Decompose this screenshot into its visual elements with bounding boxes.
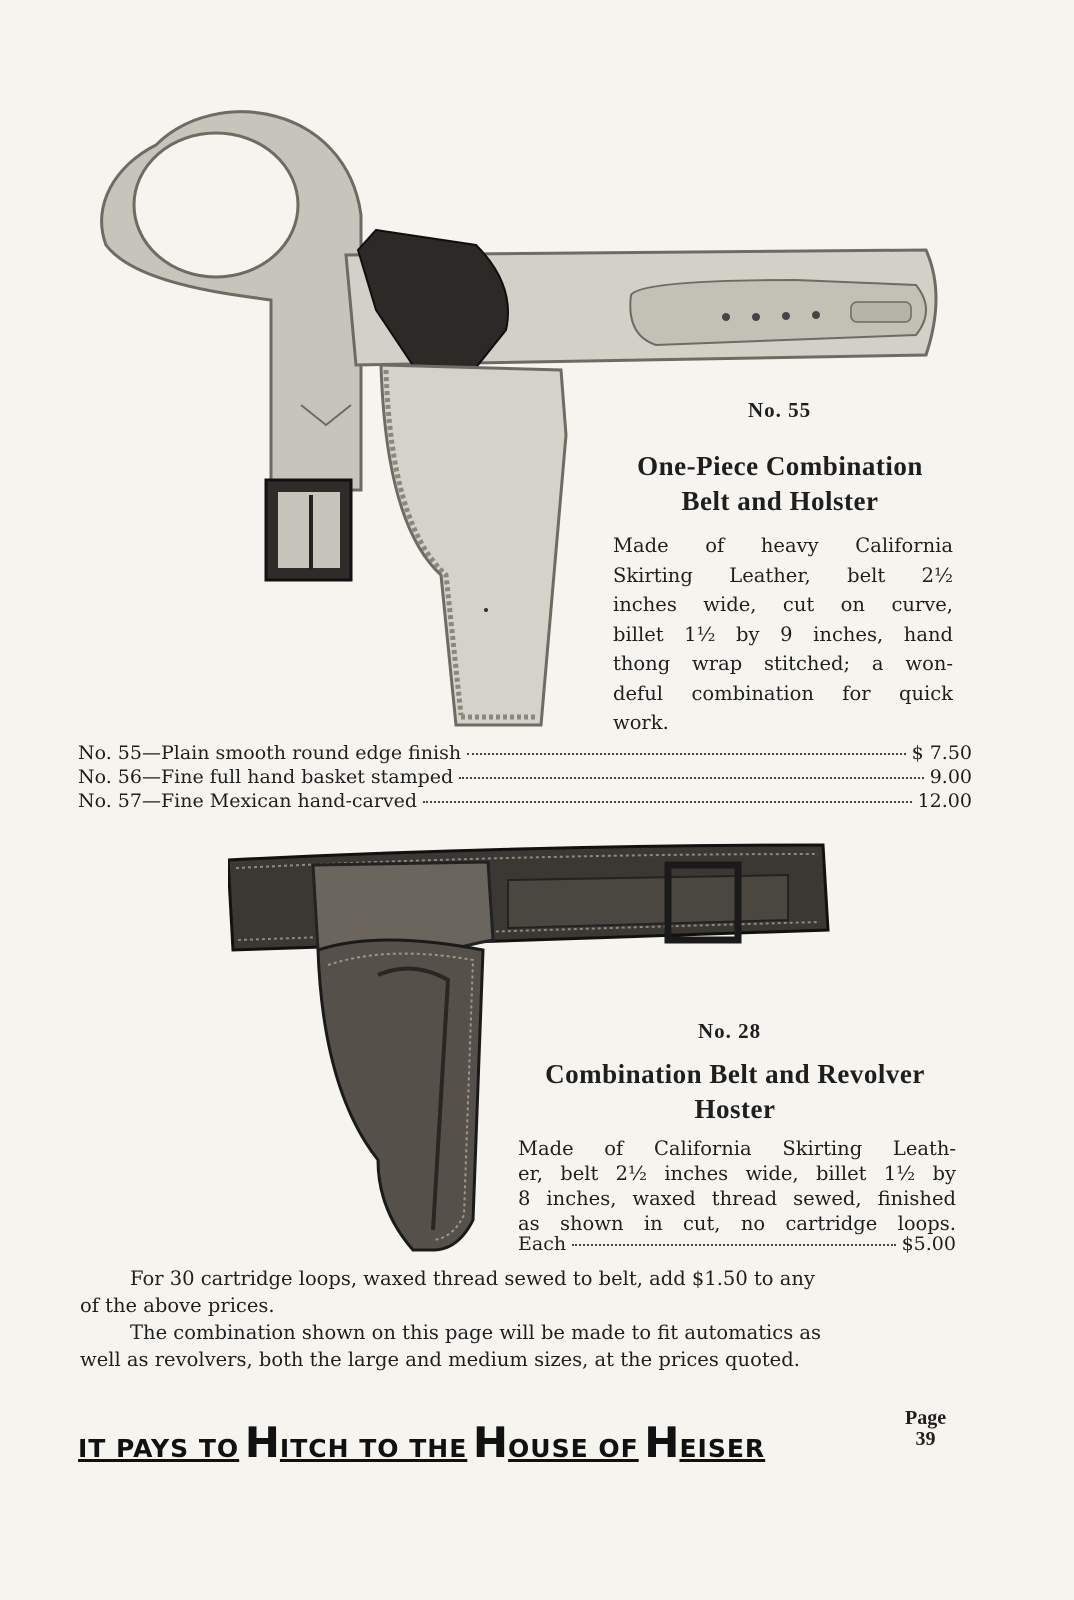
product-number-no28: No. 28 [698,1019,762,1043]
price-amount: $5.00 [901,1233,956,1255]
desc-line: thong wrap stitched; a won- [613,652,953,675]
page-label: Page [905,1407,947,1429]
desc-line: Made of California Skirting Leath- [518,1137,956,1160]
price-row-no57 [78,789,972,813]
desc-line: deful combination for quick [613,681,953,705]
motto-initial: H [644,1418,680,1467]
dot-leader [459,777,923,779]
desc-line: Skirting Leather, belt 2½ [613,563,953,587]
desc-line: as shown in cut, no cartridge loops. [518,1212,956,1235]
price-label: No. 56—Fine full hand basket stamped [78,766,454,788]
price-row-no56 [78,765,972,789]
note-line: For 30 cartridge loops, waxed thread sewed to belt, add $1.50 to any [130,1267,815,1290]
product-description-no28 [518,1136,956,1236]
motto-text: EISER [679,1434,766,1463]
title-line-1: Combination Belt and Revolver [545,1059,925,1089]
desc-line: er, belt 2½ inches wide, billet 1½ by [518,1162,956,1185]
note-line: The combination shown on this page will be made to fit automatics as [130,1321,822,1344]
desc-line: 8 inches, waxed thread sewed, finished [518,1187,956,1210]
price-row-no28-each [518,1232,956,1256]
motto-text: OUSE OF [508,1434,639,1463]
motto-initial: H [472,1418,509,1467]
price-row-no55 [78,741,972,765]
motto-text: ITCH TO THE [279,1434,468,1463]
title-line-2: Hoster [694,1094,776,1124]
title-line-1: One-Piece Combination [637,451,923,481]
price-amount: $ 7.50 [911,742,972,764]
dot-leader [423,801,912,803]
price-label: No. 57—Fine Mexican hand-carved [78,790,418,812]
title-line-2: Belt and Holster [681,486,879,516]
note-line: of the above prices. [80,1294,275,1317]
footer-motto [78,1418,765,1467]
motto-initial: H [244,1418,280,1467]
product-description-no55 [613,531,953,738]
motto-text: IT PAYS TO [78,1434,240,1463]
price-amount: 9.00 [929,766,972,788]
product-title-no55 [615,449,945,519]
fit-note [80,1319,960,1373]
page-number-value: 39 [915,1428,936,1450]
page-number [905,1408,946,1450]
desc-line: work. [613,711,669,734]
desc-line: billet 1½ by 9 inches, hand [613,622,953,646]
desc-line: inches wide, cut on curve, [613,593,953,616]
price-label: Each [518,1233,567,1255]
dot-leader [572,1244,896,1246]
note-line: well as revolvers, both the large and medium sizes, at the prices quoted. [80,1348,800,1371]
product-title-no28 [505,1057,965,1127]
dot-leader [467,753,905,755]
price-label: No. 55—Plain smooth round edge finish [78,742,462,764]
cartridge-loops-note [80,1265,960,1319]
price-amount: 12.00 [917,790,972,812]
desc-line: Made of heavy California [613,534,953,557]
product-number-no55: No. 55 [748,398,812,422]
